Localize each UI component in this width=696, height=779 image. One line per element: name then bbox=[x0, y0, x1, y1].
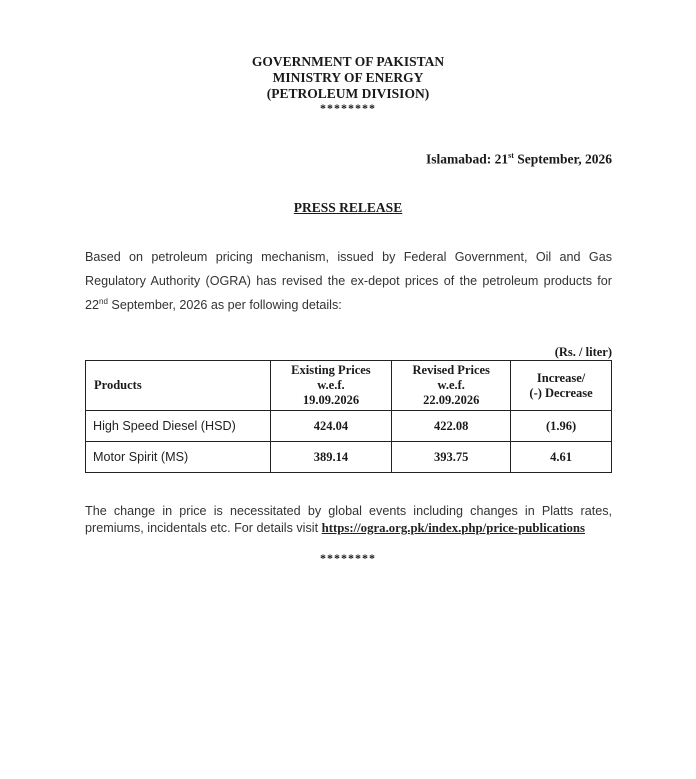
header-existing-line3: 19.09.2026 bbox=[302, 393, 360, 407]
table-row bbox=[86, 411, 612, 442]
letterhead-ministry: MINISTRY OF ENERGY bbox=[272, 70, 424, 85]
product-name: High Speed Diesel (HSD) bbox=[86, 411, 271, 442]
revised-price: 393.75 bbox=[392, 442, 511, 473]
intro-ordinal: nd bbox=[99, 296, 108, 306]
intro-text-after: September, 2026 as per following details: bbox=[107, 298, 342, 312]
price-publications-link[interactable]: https://ogra.org.pk/index.php/price-publications bbox=[321, 521, 586, 535]
header-revised-line2: w.e.f. bbox=[437, 378, 465, 392]
press-release-title: PRESS RELEASE bbox=[293, 200, 403, 215]
price-change: (1.96) bbox=[511, 411, 612, 442]
price-change: 4.61 bbox=[511, 442, 612, 473]
header-change-line2: (-) Decrease bbox=[529, 385, 593, 400]
table-row bbox=[86, 442, 612, 473]
price-unit: (Rs. / liter) bbox=[554, 345, 612, 359]
intro-paragraph bbox=[85, 245, 612, 317]
dateline-prefix: Islamabad: 21 bbox=[425, 151, 509, 167]
end-stars: ******** bbox=[320, 551, 376, 565]
header-revised-line1: Revised Prices bbox=[412, 363, 490, 377]
price-table bbox=[85, 360, 612, 473]
header-existing-prices bbox=[270, 361, 392, 411]
letterhead-stars: ******** bbox=[320, 101, 376, 115]
revised-price: 422.08 bbox=[392, 411, 511, 442]
dateline-suffix: September, 2026 bbox=[513, 151, 612, 167]
header-existing-line1: Existing Prices bbox=[291, 363, 371, 377]
header-change bbox=[511, 361, 612, 411]
letterhead-government: GOVERNMENT OF PAKISTAN bbox=[251, 54, 445, 69]
dateline-ordinal: st bbox=[508, 151, 514, 160]
dateline bbox=[426, 151, 612, 168]
product-name: Motor Spirit (MS) bbox=[86, 442, 271, 473]
header-revised-prices bbox=[392, 361, 511, 411]
letterhead bbox=[0, 54, 696, 114]
existing-price: 424.04 bbox=[270, 411, 392, 442]
header-revised-line3: 22.09.2026 bbox=[423, 393, 480, 407]
header-change-line1: Increase/ bbox=[536, 370, 586, 385]
table-header-row bbox=[86, 361, 612, 411]
footer-paragraph bbox=[85, 503, 612, 537]
intro-text-before: Based on petroleum pricing mechanism, issued by Federal Government, Oil and Gas Regulatory Authority (OGRA) has revised the ex-depot prices of the petroleum products for 22 bbox=[85, 250, 612, 312]
header-existing-line2: w.e.f. bbox=[317, 378, 345, 392]
header-products: Products bbox=[86, 361, 271, 411]
existing-price: 389.14 bbox=[270, 442, 392, 473]
footer-text: The change in price is necessitated by global events including changes in Platts rates, premiums, incidentals etc. For details visit bbox=[85, 504, 612, 535]
letterhead-division: (PETROLEUM DIVISION) bbox=[266, 86, 430, 101]
